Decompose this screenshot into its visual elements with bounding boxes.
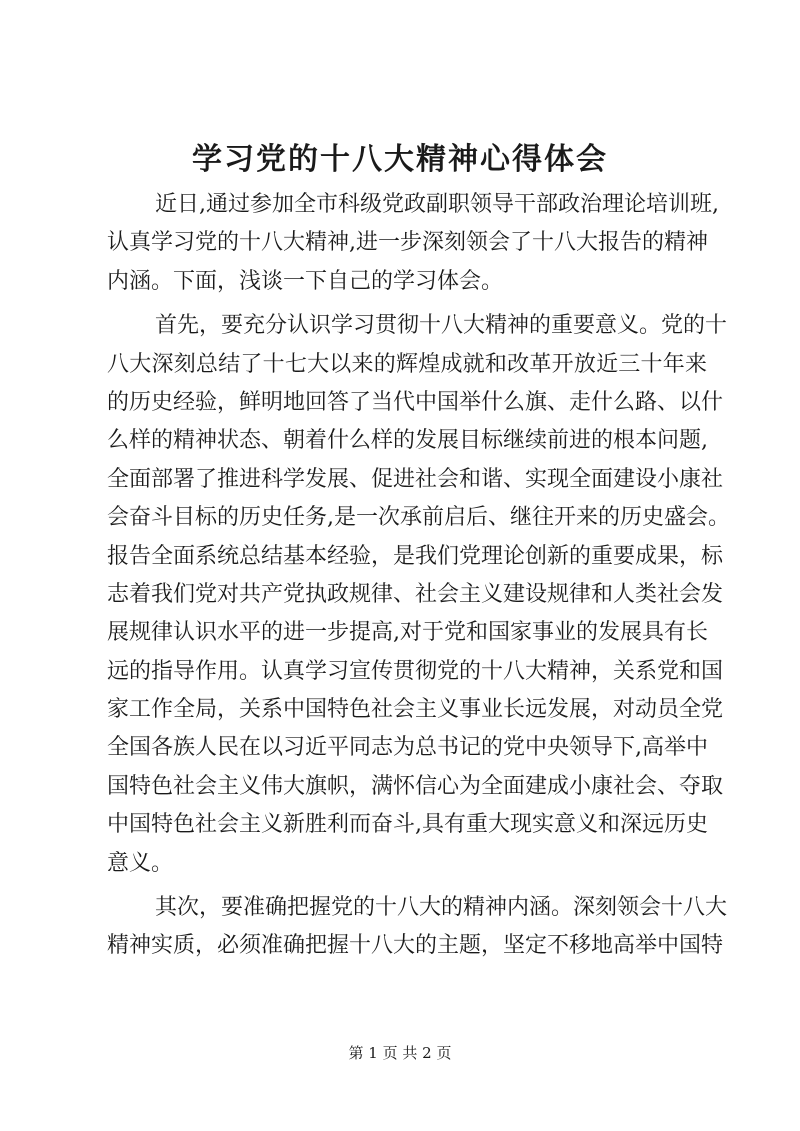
- page-title: 学习党的十八大精神心得体会: [192, 142, 608, 177]
- paragraph-2-line-6: 会奋斗目标的历史任务,是一次承前启后、继往开来的历史盛会。: [107, 505, 730, 531]
- document-body: [107, 186, 730, 966]
- paragraph-2-line-9: 展规律认识水平的进一步提高,对于党和国家事业的发展具有长: [107, 620, 708, 646]
- paragraph-2-line-10: 远的指导作用。认真学习宣传贯彻党的十八大精神，关系党和国: [107, 658, 724, 684]
- paragraph-2-line-4: 么样的精神状态、朝着什么样的发展目标继续前进的根本问题,: [107, 428, 708, 454]
- paragraph-2-line-14: 中国特色社会主义新胜利而奋斗,具有重大现实意义和深远历史: [107, 812, 708, 838]
- paragraph-2-line-11: 家工作全局，关系中国特色社会主义事业长远发展，对动员全党: [107, 697, 724, 723]
- paragraph-2-line-5: 全面部署了推进科学发展、促进社会和谐、实现全面建设小康社: [107, 466, 724, 492]
- paragraph-3-line-2: 精神实质，必须准确把握十八大的主题，坚定不移地高举中国特: [107, 933, 724, 959]
- paragraph-2-line-8: 志着我们党对共产党执政规律、社会主义建设规律和人类社会发: [107, 581, 724, 607]
- paragraph-2-line-7: 报告全面系统总结基本经验，是我们党理论创新的重要成果，标: [107, 543, 724, 569]
- paragraph-2-line-12: 全国各族人民在以习近平同志为总书记的党中央领导下,高举中: [107, 735, 708, 761]
- paragraph-1-line-2: 认真学习党的十八大精神,进一步深刻领会了十八大报告的精神: [107, 230, 708, 256]
- page-footer: 第 1 页 共 2 页: [348, 1044, 452, 1062]
- paragraph-2-line-1: 首先，要充分认识学习贯彻十八大精神的重要意义。党的十: [155, 313, 728, 339]
- paragraph-2-line-15: 意义。: [107, 850, 174, 876]
- paragraph-2-line-3: 的历史经验，鲜明地回答了当代中国举什么旗、走什么路、以什: [107, 389, 724, 415]
- paragraph-1-line-3: 内涵。下面，浅谈一下自己的学习体会。: [107, 268, 504, 294]
- paragraph-3-line-1: 其次，要准确把握党的十八大的精神内涵。深刻领会十八大: [155, 895, 728, 921]
- paragraph-2-line-2: 八大深刻总结了十七大以来的辉煌成就和改革开放近三十年来: [107, 351, 707, 377]
- paragraph-1-line-1: 近日,通过参加全市科级党政副职领导干部政治理论培训班,: [155, 192, 719, 217]
- paragraph-2-line-13: 国特色社会主义伟大旗帜，满怀信心为全面建成小康社会、夺取: [107, 773, 724, 799]
